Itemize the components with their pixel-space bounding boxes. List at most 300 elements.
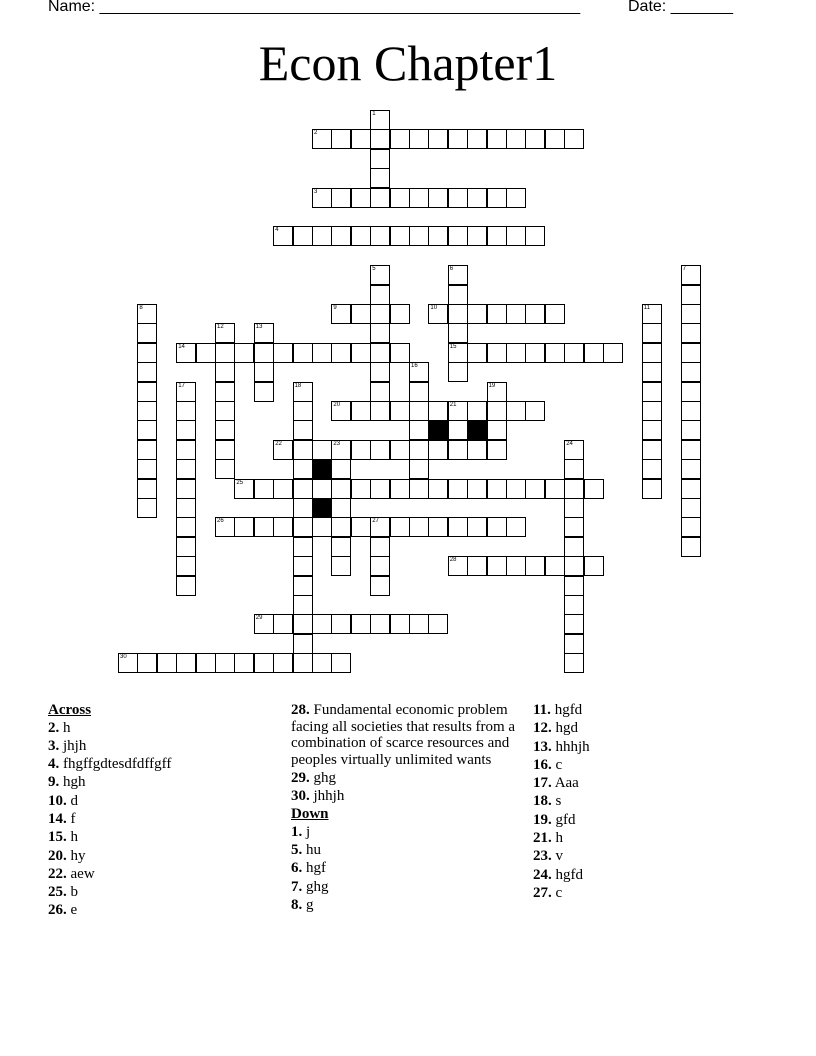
grid-cell[interactable] (176, 440, 196, 460)
grid-cell[interactable] (681, 304, 701, 324)
grid-cell[interactable] (137, 459, 157, 479)
cell-number: 11 (643, 305, 651, 311)
grid-cell[interactable] (428, 479, 448, 499)
grid-cell[interactable] (681, 362, 701, 382)
grid-cell[interactable] (370, 401, 390, 421)
clue-item (48, 811, 278, 828)
grid-cell[interactable] (331, 129, 351, 149)
grid-cell[interactable] (254, 382, 274, 402)
grid-cell[interactable] (409, 382, 429, 402)
grid-cell[interactable] (428, 440, 448, 460)
grid-cell[interactable] (234, 343, 254, 363)
grid-cell[interactable] (312, 517, 332, 537)
grid-cell[interactable] (176, 653, 196, 673)
grid-cell[interactable] (293, 440, 313, 460)
grid-cell[interactable] (196, 653, 216, 673)
cell-number: 15 (449, 343, 457, 350)
grid-cell[interactable] (681, 517, 701, 537)
grid-cell[interactable] (467, 129, 487, 149)
grid-cell[interactable] (254, 343, 274, 363)
black-square (467, 420, 487, 440)
grid-cell[interactable] (331, 498, 351, 518)
grid-cell[interactable] (487, 517, 507, 537)
grid-cell[interactable] (487, 129, 507, 149)
grid-cell[interactable] (176, 401, 196, 421)
grid-cell[interactable] (370, 129, 390, 149)
grid-cell[interactable] (215, 440, 235, 460)
grid-cell[interactable] (118, 653, 138, 673)
grid-cell[interactable] (215, 323, 235, 343)
grid-cell[interactable] (467, 479, 487, 499)
grid-cell[interactable] (351, 440, 371, 460)
grid-cell[interactable] (331, 304, 351, 324)
grid-cell[interactable] (564, 576, 584, 596)
grid-cell[interactable] (409, 226, 429, 246)
grid-cell[interactable] (312, 188, 332, 208)
date-field-label[interactable]: Date: _______ (628, 0, 733, 15)
grid-cell[interactable] (525, 226, 545, 246)
clues-column-1 (48, 702, 278, 921)
grid-cell[interactable] (137, 362, 157, 382)
grid-cell[interactable] (331, 614, 351, 634)
grid-cell[interactable] (409, 401, 429, 421)
grid-cell[interactable] (254, 362, 274, 382)
grid-cell[interactable] (137, 401, 157, 421)
clue-text: Aaa (554, 775, 579, 792)
grid-cell[interactable] (409, 614, 429, 634)
grid-cell[interactable] (564, 498, 584, 518)
grid-cell[interactable] (370, 265, 390, 285)
grid-cell[interactable] (409, 479, 429, 499)
grid-cell[interactable] (331, 556, 351, 576)
grid-cell[interactable] (273, 653, 293, 673)
grid-cell[interactable] (506, 188, 526, 208)
grid-cell[interactable] (370, 226, 390, 246)
grid-cell[interactable] (370, 149, 390, 169)
grid-cell[interactable] (137, 653, 157, 673)
grid-cell[interactable] (681, 382, 701, 402)
grid-cell[interactable] (176, 517, 196, 537)
grid-cell[interactable] (428, 401, 448, 421)
grid-cell[interactable] (215, 420, 235, 440)
grid-cell[interactable] (487, 382, 507, 402)
grid-cell[interactable] (331, 343, 351, 363)
grid-cell[interactable] (428, 188, 448, 208)
clue-text: gfd (555, 811, 576, 828)
grid-cell[interactable] (448, 129, 468, 149)
grid-cell[interactable] (681, 285, 701, 305)
grid-cell[interactable] (506, 556, 526, 576)
grid-cell[interactable] (409, 129, 429, 149)
grid-cell[interactable] (370, 285, 390, 305)
clue-number: 18. (533, 793, 552, 810)
grid-cell[interactable] (642, 382, 662, 402)
grid-cell[interactable] (409, 362, 429, 382)
grid-cell[interactable] (234, 479, 254, 499)
grid-cell[interactable] (545, 129, 565, 149)
grid-cell[interactable] (370, 323, 390, 343)
grid-cell[interactable] (448, 188, 468, 208)
grid-cell[interactable] (584, 556, 604, 576)
grid-cell[interactable] (137, 343, 157, 363)
cell-number: 3 (314, 188, 318, 195)
grid-cell[interactable] (370, 614, 390, 634)
grid-cell[interactable] (642, 440, 662, 460)
grid-cell[interactable] (428, 614, 448, 634)
grid-cell[interactable] (564, 614, 584, 634)
grid-cell[interactable] (234, 653, 254, 673)
grid-cell[interactable] (331, 188, 351, 208)
clue-text: b (70, 884, 78, 901)
cell-number: 22 (275, 440, 282, 447)
grid-cell[interactable] (351, 401, 371, 421)
grid-cell[interactable] (487, 420, 507, 440)
grid-cell[interactable] (254, 517, 274, 537)
grid-cell[interactable] (137, 323, 157, 343)
grid-cell[interactable] (448, 226, 468, 246)
grid-cell[interactable] (370, 343, 390, 363)
grid-cell[interactable] (564, 440, 584, 460)
grid-cell[interactable] (234, 517, 254, 537)
grid-cell[interactable] (176, 479, 196, 499)
grid-cell[interactable] (448, 440, 468, 460)
clue-item (291, 702, 516, 768)
grid-cell[interactable] (176, 420, 196, 440)
grid-cell[interactable] (681, 323, 701, 343)
grid-cell[interactable] (331, 459, 351, 479)
grid-cell[interactable] (564, 517, 584, 537)
grid-cell[interactable] (293, 459, 313, 479)
grid-cell[interactable] (448, 362, 468, 382)
clue-number: 3. (48, 737, 60, 754)
clue-item (48, 756, 278, 773)
grid-cell[interactable] (254, 323, 274, 343)
grid-cell[interactable] (506, 479, 526, 499)
grid-cell[interactable] (312, 129, 332, 149)
grid-cell[interactable] (428, 226, 448, 246)
grid-cell[interactable] (370, 110, 390, 130)
grid-cell[interactable] (273, 614, 293, 634)
grid-cell[interactable] (642, 362, 662, 382)
grid-cell[interactable] (448, 343, 468, 363)
grid-cell[interactable] (293, 226, 313, 246)
grid-cell[interactable] (467, 343, 487, 363)
grid-cell[interactable] (409, 459, 429, 479)
grid-cell[interactable] (176, 459, 196, 479)
grid-cell[interactable] (293, 479, 313, 499)
grid-cell[interactable] (293, 653, 313, 673)
grid-cell[interactable] (331, 401, 351, 421)
clue-text: s (555, 793, 562, 810)
grid-cell[interactable] (564, 634, 584, 654)
grid-cell[interactable] (487, 479, 507, 499)
grid-cell[interactable] (409, 440, 429, 460)
grid-cell[interactable] (293, 343, 313, 363)
grid-cell[interactable] (176, 498, 196, 518)
clue-number: 28. (291, 702, 310, 718)
grid-cell[interactable] (467, 226, 487, 246)
grid-cell[interactable] (448, 285, 468, 305)
grid-cell[interactable] (564, 537, 584, 557)
grid-cell[interactable] (506, 343, 526, 363)
grid-cell[interactable] (506, 401, 526, 421)
grid-cell[interactable] (331, 479, 351, 499)
grid-cell[interactable] (370, 382, 390, 402)
grid-cell[interactable] (176, 576, 196, 596)
grid-cell[interactable] (681, 265, 701, 285)
grid-cell[interactable] (467, 304, 487, 324)
grid-cell[interactable] (487, 556, 507, 576)
grid-cell[interactable] (545, 304, 565, 324)
grid-cell[interactable] (370, 188, 390, 208)
grid-cell[interactable] (584, 343, 604, 363)
grid-cell[interactable] (215, 459, 235, 479)
grid-cell[interactable] (564, 343, 584, 363)
clue-number: 13. (533, 738, 552, 755)
grid-cell[interactable] (137, 479, 157, 499)
grid-cell[interactable] (390, 343, 410, 363)
grid-cell[interactable] (312, 614, 332, 634)
grid-cell[interactable] (467, 556, 487, 576)
grid-cell[interactable] (293, 517, 313, 537)
grid-cell[interactable] (293, 401, 313, 421)
grid-cell[interactable] (137, 420, 157, 440)
grid-cell[interactable] (293, 595, 313, 615)
grid-cell[interactable] (351, 479, 371, 499)
grid-cell[interactable] (351, 226, 371, 246)
grid-cell[interactable] (215, 517, 235, 537)
grid-cell[interactable] (390, 226, 410, 246)
grid-cell[interactable] (312, 440, 332, 460)
grid-cell[interactable] (176, 343, 196, 363)
grid-cell[interactable] (681, 401, 701, 421)
grid-cell[interactable] (467, 440, 487, 460)
grid-cell[interactable] (254, 653, 274, 673)
grid-cell[interactable] (390, 401, 410, 421)
grid-cell[interactable] (157, 653, 177, 673)
grid-cell[interactable] (467, 517, 487, 537)
grid-cell[interactable] (584, 479, 604, 499)
grid-cell[interactable] (448, 401, 468, 421)
grid-cell[interactable] (642, 323, 662, 343)
grid-cell[interactable] (215, 401, 235, 421)
grid-cell[interactable] (176, 382, 196, 402)
clue-item (533, 812, 763, 829)
grid-cell[interactable] (506, 129, 526, 149)
grid-cell[interactable] (506, 226, 526, 246)
grid-cell[interactable] (273, 517, 293, 537)
grid-cell[interactable] (273, 226, 293, 246)
grid-cell[interactable] (176, 556, 196, 576)
grid-cell[interactable] (215, 653, 235, 673)
grid-cell[interactable] (370, 362, 390, 382)
grid-cell[interactable] (312, 343, 332, 363)
grid-cell[interactable] (196, 343, 216, 363)
grid-cell[interactable] (351, 614, 371, 634)
grid-cell[interactable] (564, 595, 584, 615)
grid-cell[interactable] (681, 498, 701, 518)
grid-cell[interactable] (312, 226, 332, 246)
clue-item (533, 702, 763, 719)
clue-number: 17. (533, 775, 552, 792)
grid-cell[interactable] (428, 517, 448, 537)
grid-cell[interactable] (448, 479, 468, 499)
grid-cell[interactable] (370, 479, 390, 499)
grid-cell[interactable] (390, 614, 410, 634)
clue-text: ghg (313, 769, 336, 786)
grid-cell[interactable] (564, 653, 584, 673)
grid-cell[interactable] (331, 537, 351, 557)
grid-cell[interactable] (681, 537, 701, 557)
grid-cell[interactable] (370, 304, 390, 324)
grid-cell[interactable] (351, 517, 371, 537)
grid-cell[interactable] (370, 576, 390, 596)
grid-cell[interactable] (312, 653, 332, 673)
clue-number: 22. (48, 865, 67, 882)
grid-cell[interactable] (487, 304, 507, 324)
grid-cell[interactable] (254, 614, 274, 634)
grid-cell[interactable] (390, 129, 410, 149)
grid-cell[interactable] (448, 323, 468, 343)
grid-cell[interactable] (467, 188, 487, 208)
clue-number: 2. (48, 719, 60, 736)
grid-cell[interactable] (390, 440, 410, 460)
clue-number: 14. (48, 810, 67, 827)
grid-cell[interactable] (525, 556, 545, 576)
grid-cell[interactable] (545, 343, 565, 363)
grid-cell[interactable] (293, 576, 313, 596)
grid-cell[interactable] (428, 304, 448, 324)
grid-cell[interactable] (681, 440, 701, 460)
grid-cell[interactable] (351, 188, 371, 208)
grid-cell[interactable] (642, 401, 662, 421)
grid-cell[interactable] (681, 343, 701, 363)
grid-cell[interactable] (390, 479, 410, 499)
grid-cell[interactable] (545, 556, 565, 576)
grid-cell[interactable] (390, 304, 410, 324)
grid-cell[interactable] (487, 226, 507, 246)
grid-cell[interactable] (293, 556, 313, 576)
clue-item (48, 738, 278, 755)
grid-cell[interactable] (273, 440, 293, 460)
grid-cell[interactable] (428, 129, 448, 149)
grid-cell[interactable] (564, 556, 584, 576)
grid-cell[interactable] (545, 479, 565, 499)
grid-cell[interactable] (642, 420, 662, 440)
grid-cell[interactable] (564, 459, 584, 479)
grid-cell[interactable] (642, 459, 662, 479)
grid-cell[interactable] (273, 343, 293, 363)
grid-cell[interactable] (525, 129, 545, 149)
grid-cell[interactable] (293, 498, 313, 518)
grid-cell[interactable] (331, 226, 351, 246)
clue-text: hgfd (554, 702, 583, 718)
grid-cell[interactable] (448, 304, 468, 324)
grid-cell[interactable] (137, 304, 157, 324)
grid-cell[interactable] (293, 537, 313, 557)
grid-cell[interactable] (409, 517, 429, 537)
grid-cell[interactable] (603, 343, 623, 363)
grid-cell[interactable] (525, 304, 545, 324)
grid-cell[interactable] (370, 537, 390, 557)
grid-cell[interactable] (370, 168, 390, 188)
grid-cell[interactable] (564, 129, 584, 149)
clue-number: 6. (291, 860, 303, 877)
grid-cell[interactable] (293, 420, 313, 440)
clue-text: jhhjh (313, 788, 345, 805)
cell-number: 20 (333, 402, 341, 408)
cell-number: 13 (255, 324, 263, 331)
grid-cell[interactable] (254, 479, 274, 499)
grid-cell[interactable] (642, 343, 662, 363)
grid-cell[interactable] (215, 362, 235, 382)
grid-cell[interactable] (448, 420, 468, 440)
grid-cell[interactable] (176, 537, 196, 557)
grid-cell[interactable] (506, 517, 526, 537)
cell-number: 10 (430, 305, 438, 311)
grid-cell[interactable] (448, 265, 468, 285)
clue-item (48, 884, 278, 901)
grid-cell[interactable] (487, 188, 507, 208)
grid-cell[interactable] (681, 479, 701, 499)
name-field-label[interactable]: Name: ______________________________________________________ (48, 0, 581, 15)
grid-cell[interactable] (137, 440, 157, 460)
grid-cell[interactable] (564, 479, 584, 499)
grid-cell[interactable] (487, 401, 507, 421)
grid-cell[interactable] (293, 634, 313, 654)
grid-cell[interactable] (681, 459, 701, 479)
grid-cell[interactable] (370, 517, 390, 537)
clue-text: hu (306, 842, 321, 859)
grid-cell[interactable] (351, 129, 371, 149)
clue-number: 20. (48, 847, 67, 864)
grid-cell[interactable] (642, 479, 662, 499)
grid-cell[interactable] (331, 653, 351, 673)
grid-cell[interactable] (273, 479, 293, 499)
grid-cell[interactable] (681, 420, 701, 440)
grid-cell[interactable] (370, 556, 390, 576)
grid-cell[interactable] (390, 188, 410, 208)
grid-cell[interactable] (448, 556, 468, 576)
grid-cell[interactable] (312, 479, 332, 499)
grid-cell[interactable] (137, 498, 157, 518)
grid-cell[interactable] (293, 382, 313, 402)
grid-cell[interactable] (642, 304, 662, 324)
grid-cell[interactable] (137, 382, 157, 402)
grid-cell[interactable] (506, 304, 526, 324)
grid-cell[interactable] (390, 517, 410, 537)
grid-cell[interactable] (487, 343, 507, 363)
grid-cell[interactable] (467, 401, 487, 421)
grid-cell[interactable] (487, 440, 507, 460)
grid-cell[interactable] (331, 517, 351, 537)
clue-number: 24. (533, 866, 552, 883)
grid-cell[interactable] (409, 420, 429, 440)
grid-cell[interactable] (525, 479, 545, 499)
grid-cell[interactable] (448, 517, 468, 537)
grid-cell[interactable] (331, 440, 351, 460)
grid-cell[interactable] (215, 343, 235, 363)
grid-cell[interactable] (351, 304, 371, 324)
grid-cell[interactable] (409, 188, 429, 208)
grid-cell[interactable] (370, 440, 390, 460)
grid-cell[interactable] (525, 343, 545, 363)
grid-cell[interactable] (293, 614, 313, 634)
clue-number: 30. (291, 788, 310, 805)
grid-cell[interactable] (525, 401, 545, 421)
grid-cell[interactable] (351, 343, 371, 363)
grid-cell[interactable] (215, 382, 235, 402)
